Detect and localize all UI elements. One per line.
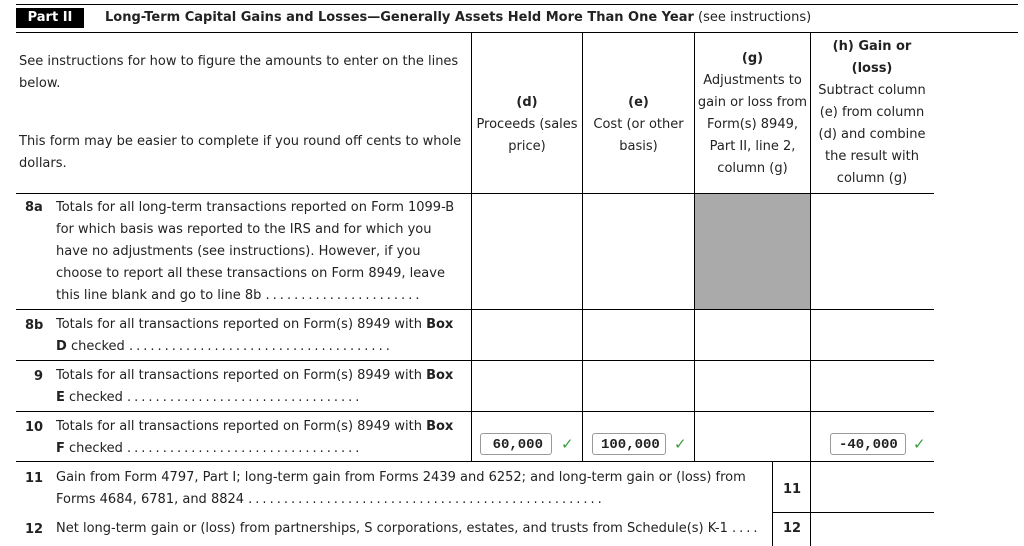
line-11-desc: Gain from Form 4797, Part I; long-term gain from Forms 2439 and 6252; and long-term gain or (loss) from Forms 4684, 6781, and 8824 <box>56 470 746 507</box>
row-11-bottom-rule <box>772 512 934 513</box>
col-g-text: Adjustments to gain or loss from Form(s) 8949, Part II, line 2, column (g) <box>697 73 808 176</box>
intro-paragraph-2: This form may be easier to complete if you round off cents to whole dollars. <box>19 134 462 171</box>
line-8a-dots: ...................... <box>265 288 423 303</box>
line-12-box-number: 12 <box>782 521 802 536</box>
top-rule <box>16 4 1018 5</box>
line-10-dots: ................................. <box>127 441 363 456</box>
part-title <box>105 10 811 25</box>
col-e-header <box>583 92 694 158</box>
line-8b-box: Box D <box>56 317 454 354</box>
line-12-number: 12 <box>25 522 44 537</box>
row-8b-bottom-rule <box>16 360 934 361</box>
line-11-box-number: 11 <box>782 482 802 497</box>
line-8a-desc: Totals for all long-term transactions reported on Form 1099-B for which basis was reported to the IRS and for which you have no adjustments (see instructions). However, if you choose to report all these transactions on Form 8949, leave this line blank and go to line 8b <box>56 200 455 303</box>
line-8a-number: 8a <box>25 200 43 215</box>
line-10-h-input[interactable]: -40,000 <box>830 433 906 455</box>
col-d-text: Proceeds (sales price) <box>476 117 578 154</box>
header-rule <box>16 32 1018 33</box>
line-9-dots: ................................. <box>127 390 363 405</box>
line-10-number: 10 <box>25 420 44 435</box>
col-e-letter: (e) <box>628 95 649 110</box>
col-d-letter: (d) <box>516 95 538 110</box>
line-8b-desc: Totals for all transactions reported on Form(s) 8949 with <box>56 317 422 332</box>
line-8a-text <box>56 197 466 307</box>
line-10-e-input[interactable]: 100,000 <box>592 433 666 455</box>
col-h-header <box>816 36 928 190</box>
col-g-8a-shaded <box>695 194 810 309</box>
line-11-dots: .................................................. <box>248 492 605 507</box>
col-h-letter: (h) Gain or (loss) <box>832 39 912 76</box>
part-title-text: Long-Term Capital Gains and Losses—Generally Assets Held More Than One Year <box>105 10 694 25</box>
line-10-d-check-icon: ✓ <box>561 435 574 453</box>
line-9-desc: Totals for all transactions reported on Form(s) 8949 with <box>56 368 422 383</box>
line-9-text <box>56 365 466 409</box>
part-title-note: (see instructions) <box>698 10 812 25</box>
line-10-d-input[interactable]: 60,000 <box>480 433 552 455</box>
line-11-text <box>56 467 761 511</box>
line-10-box: Box F <box>56 419 454 456</box>
line-8b-number: 8b <box>25 318 44 333</box>
line-10-h-check-icon: ✓ <box>913 435 926 453</box>
line-9-box: Box E <box>56 368 454 405</box>
line-10-checked: checked <box>69 441 123 456</box>
col-d-header <box>472 92 582 158</box>
col-e-text: Cost (or other basis) <box>593 117 684 154</box>
line-8b-dots: ..................................... <box>128 339 393 354</box>
line-9-number: 9 <box>34 369 44 384</box>
col-h-left-line <box>810 32 811 461</box>
line-10-e-check-icon: ✓ <box>674 435 687 453</box>
line-11-number: 11 <box>25 471 44 486</box>
intro-paragraph-1: See instructions for how to figure the amounts to enter on the lines below. <box>19 54 459 91</box>
line-12-dots: .... <box>732 521 761 536</box>
row-9-bottom-rule <box>16 411 934 412</box>
row-8a-bottom-rule <box>16 309 934 310</box>
line-9-checked: checked <box>69 390 123 405</box>
line-8b-checked: checked <box>70 339 125 354</box>
line-12-desc: Net long-term gain or (loss) from partnerships, S corporations, estates, and trusts from Schedule(s) K-1 <box>56 521 728 536</box>
row-10-bottom-rule <box>16 461 934 462</box>
line-12-text <box>56 518 761 540</box>
line-8b-text <box>56 314 466 358</box>
part-badge: Part II <box>16 8 84 28</box>
col-g-header <box>695 48 810 180</box>
col-g-letter: (g) <box>741 51 764 66</box>
col-h-text: Subtract column (e) from column (d) and combine the result with column (g) <box>818 83 926 186</box>
line-10-desc: Totals for all transactions reported on Form(s) 8949 with <box>56 419 422 434</box>
line-10-text <box>56 416 466 460</box>
